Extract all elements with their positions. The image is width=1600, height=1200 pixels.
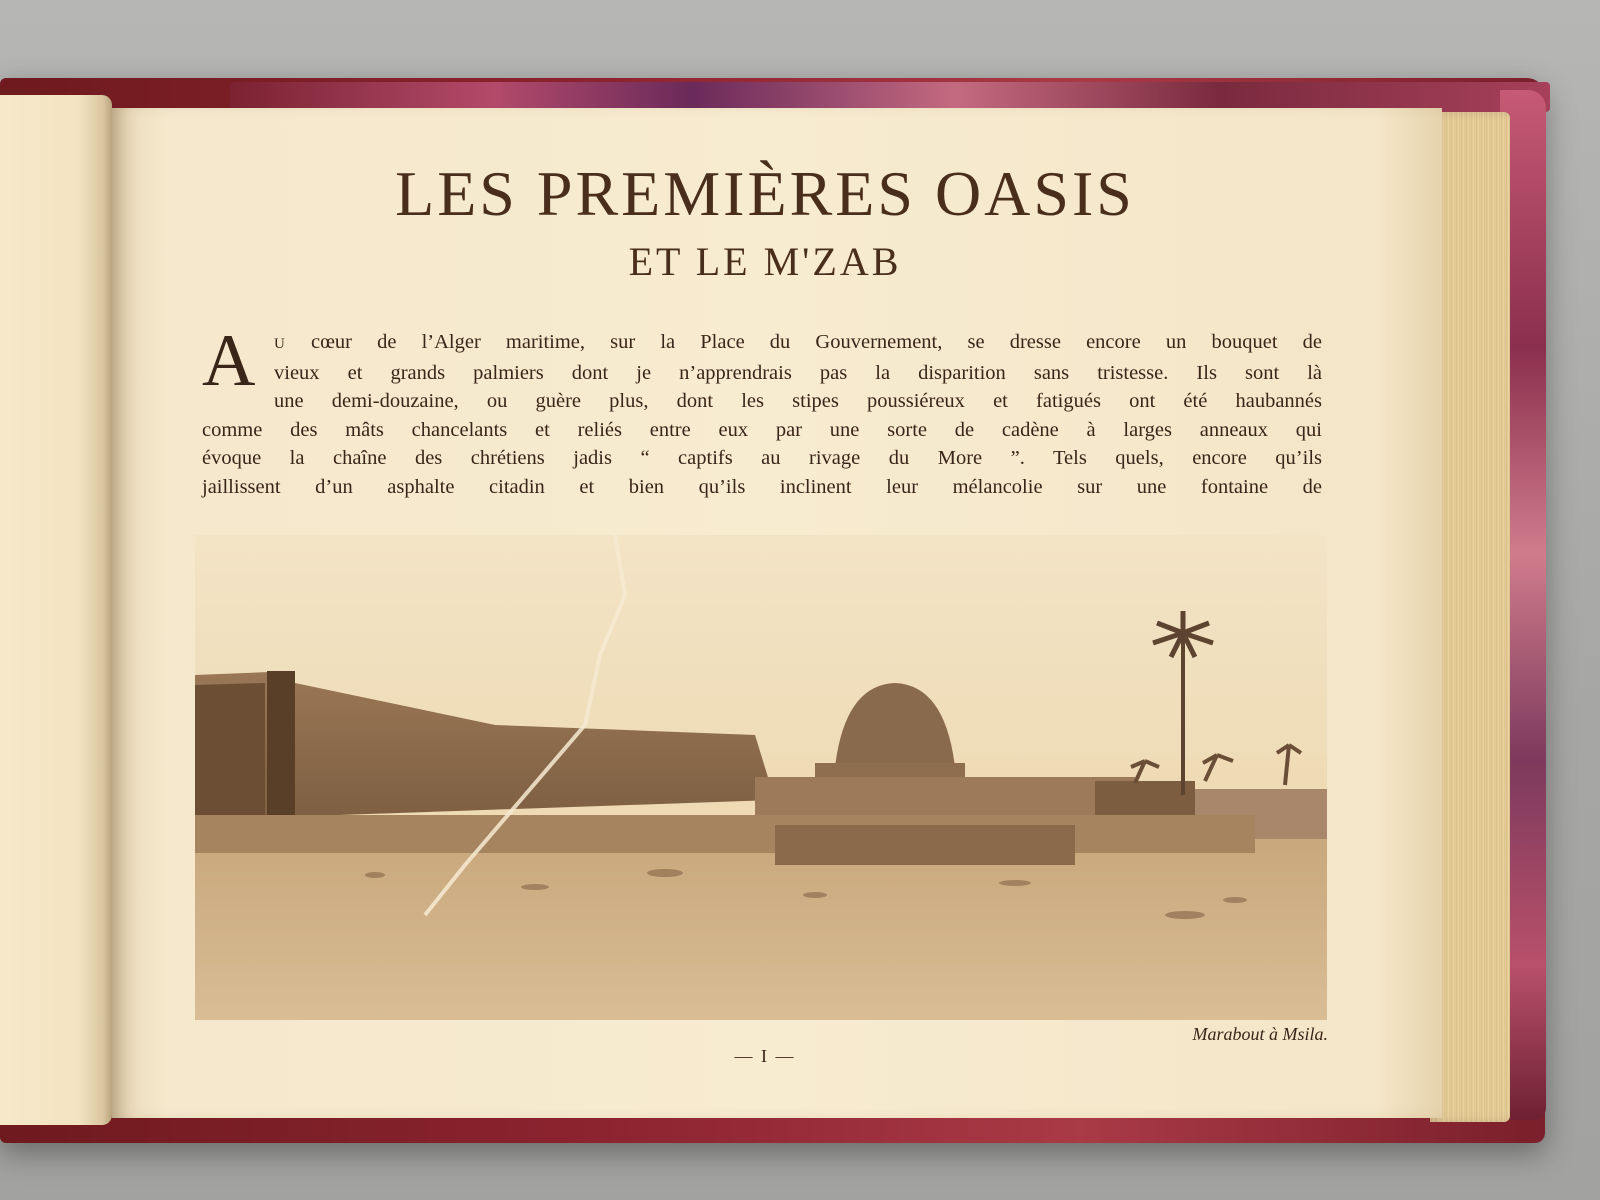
- photograph-marabout: [195, 535, 1327, 1020]
- drop-cap: A: [202, 320, 256, 402]
- body-line: comme des mâts chancelants et reliés entre eux par une sorte de cadène à larges anneaux qui: [202, 418, 1322, 441]
- page-title: LES PREMIÈRES OASIS: [395, 158, 1135, 229]
- photo-caption: Marabout à Msila.: [1192, 1024, 1328, 1044]
- page-subtitle: ET LE M'ZAB: [628, 239, 902, 284]
- small-cap: U: [274, 336, 286, 352]
- body-line: jaillissent d’un asphalte citadin et bien qu’ils inclinent leur mélancolie sur une fontaine de: [202, 475, 1322, 498]
- body-line-text: cœur de l’Alger maritime, sur la Place du Gouvernement, se dresse encore un bouquet de: [285, 331, 1322, 353]
- body-line: une demi-douzaine, ou guère plus, dont les stipes poussiéreux et fatigués ont été haubannés: [274, 390, 1322, 412]
- body-line: [202, 328, 1322, 359]
- photograph-illustration: [195, 535, 1327, 1020]
- body-text: [202, 320, 1322, 501]
- page-number: — I —: [734, 1046, 796, 1066]
- body-line: évoque la chaîne des chrétiens jadis “ captifs au rivage du More ”. Tels quels, encore qu’ils: [202, 447, 1322, 469]
- body-line: vieux et grands palmiers dont je n’apprendrais pas la disparition sans tristesse. Ils sont là: [274, 361, 1322, 384]
